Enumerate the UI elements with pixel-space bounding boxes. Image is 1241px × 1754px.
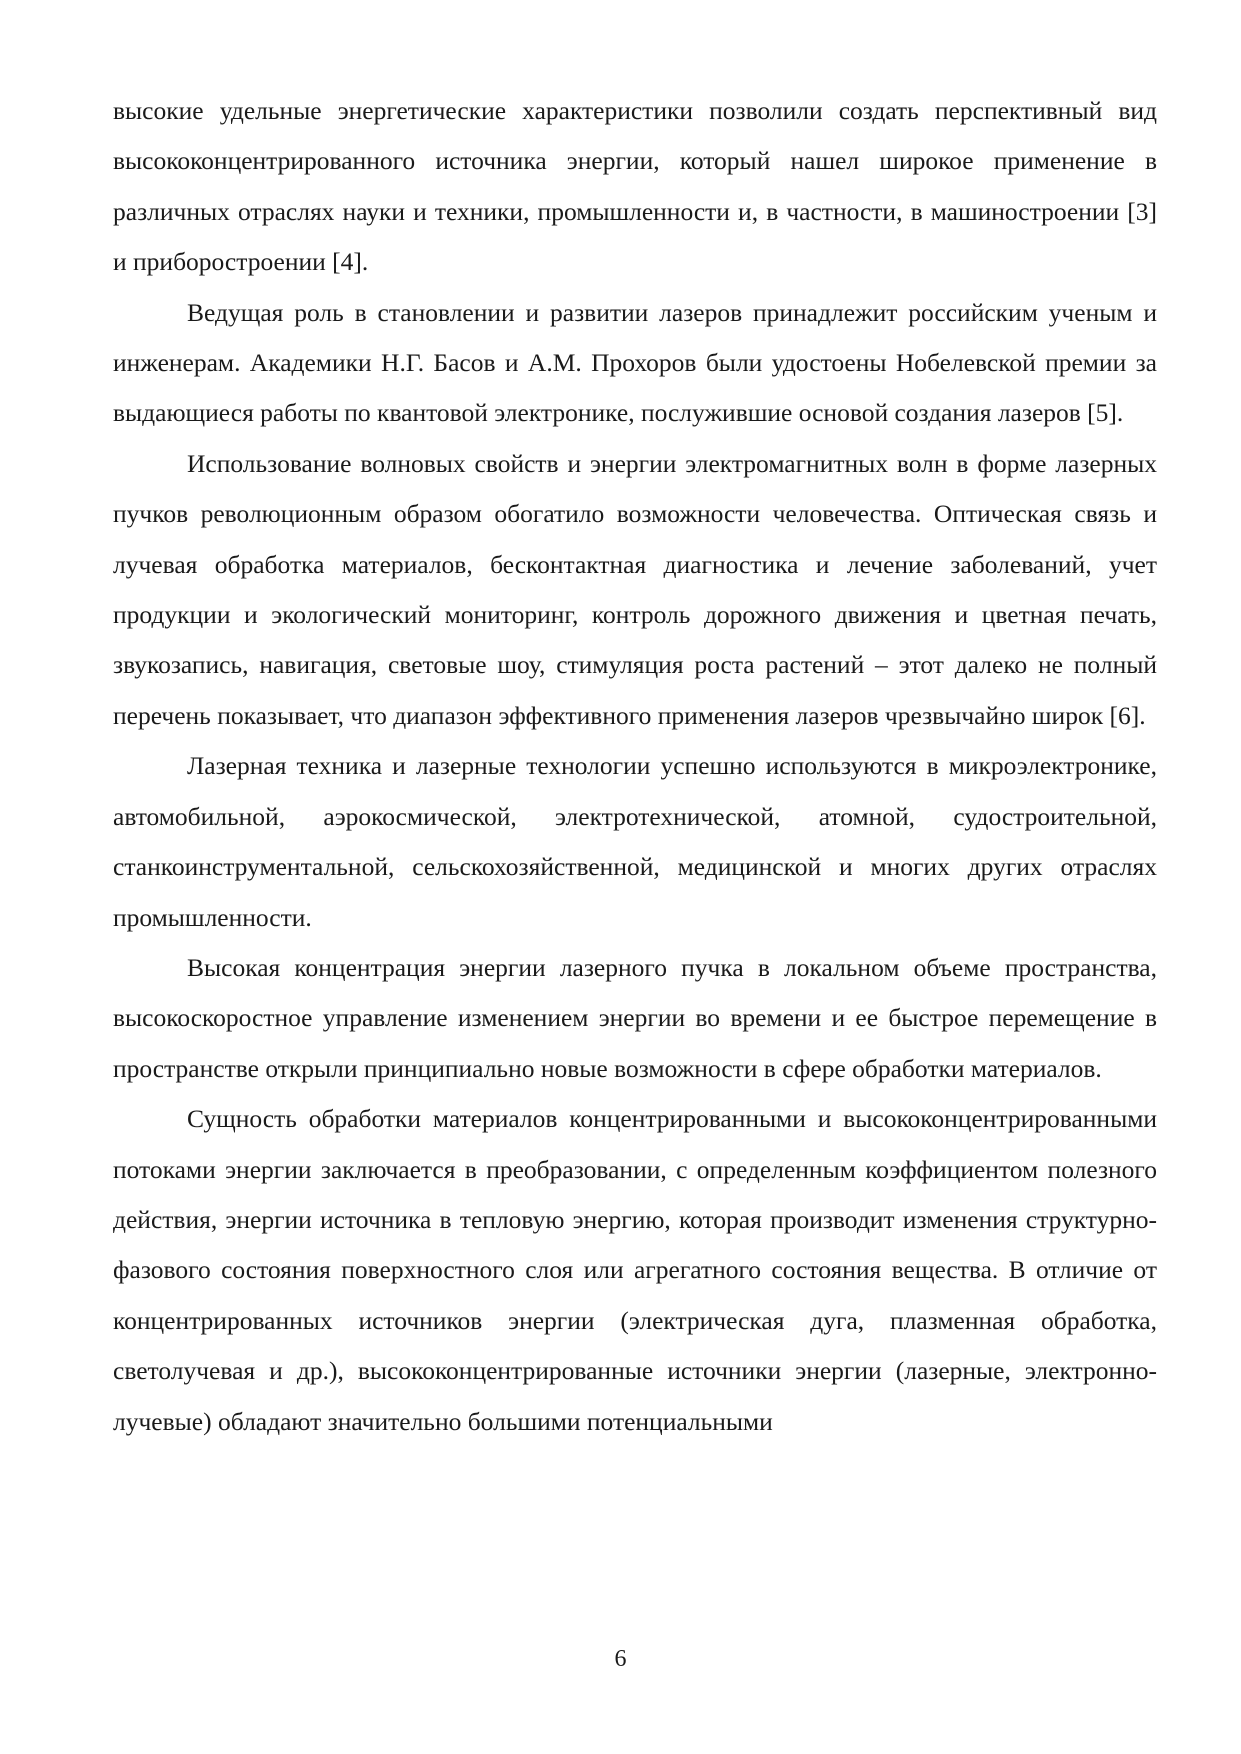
paragraph-processing-essence: Сущность обработки материалов концентрированными и высококонцентрированными потоками энергии заключается в преобразовании, с определенным коэффициентом полезного действия, энергии источника в тепловую энергию, которая производит изменения структурно-фазового состояния поверхностного слоя или агрегатного состояния вещества. В отличие от концентрированных источников энергии (электрическая дуга, плазменная обработка, светолучевая и др.), высококонцентрированные источники энергии (лазерные, электронно-лучевые) обладают значительно большими потенциальными: [113, 1104, 1157, 1436]
page-body: [113, 86, 1157, 1447]
paragraph-laser-technologies: Лазерная техника и лазерные технологии успешно используются в микроэлектронике, автомобильной, аэрокосмической, электротехнической, атомной, судостроительной, станкоинструментальной, сельскохозяйственной, медицинской и многих других отраслях промышленности.: [113, 751, 1157, 932]
paragraph-continuation: высокие удельные энергетические характеристики позволили создать перспективный вид высококонцентрированного источника энергии, который нашел широкое применение в различных отраслях науки и техники, промышленности и, в частности, в машиностроении [3] и приборостроении [4].: [113, 96, 1157, 277]
paragraph-russian-scientists: Ведущая роль в становлении и развитии лазеров принадлежит российским ученым и инженерам. Академики Н.Г. Басов и А.М. Прохоров были удостоены Нобелевской премии за выдающиеся работы по квантовой электронике, послужившие основой создания лазеров [5].: [113, 297, 1157, 428]
page-number: 6: [614, 1646, 627, 1672]
paragraph-energy-concentration: Высокая концентрация энергии лазерного пучка в локальном объеме пространства, высокоскоростное управление изменением энергии во времени и ее быстрое перемещение в пространстве открыли принципиально новые возможности в сфере обработки материалов.: [113, 952, 1157, 1083]
paragraph-wave-properties: Использование волновых свойств и энергии электромагнитных волн в форме лазерных пучков революционным образом обогатило возможности человечества. Оптическая связь и лучевая обработка материалов, бесконтактная диагностика и лечение заболеваний, учет продукции и экологический мониторинг, контроль дорожного движения и цветная печать, звукозапись, навигация, световые шоу, стимуляция роста растений – этот далеко не полный перечень показывает, что диапазон эффективного применения лазеров чрезвычайно широк [6].: [113, 448, 1157, 730]
